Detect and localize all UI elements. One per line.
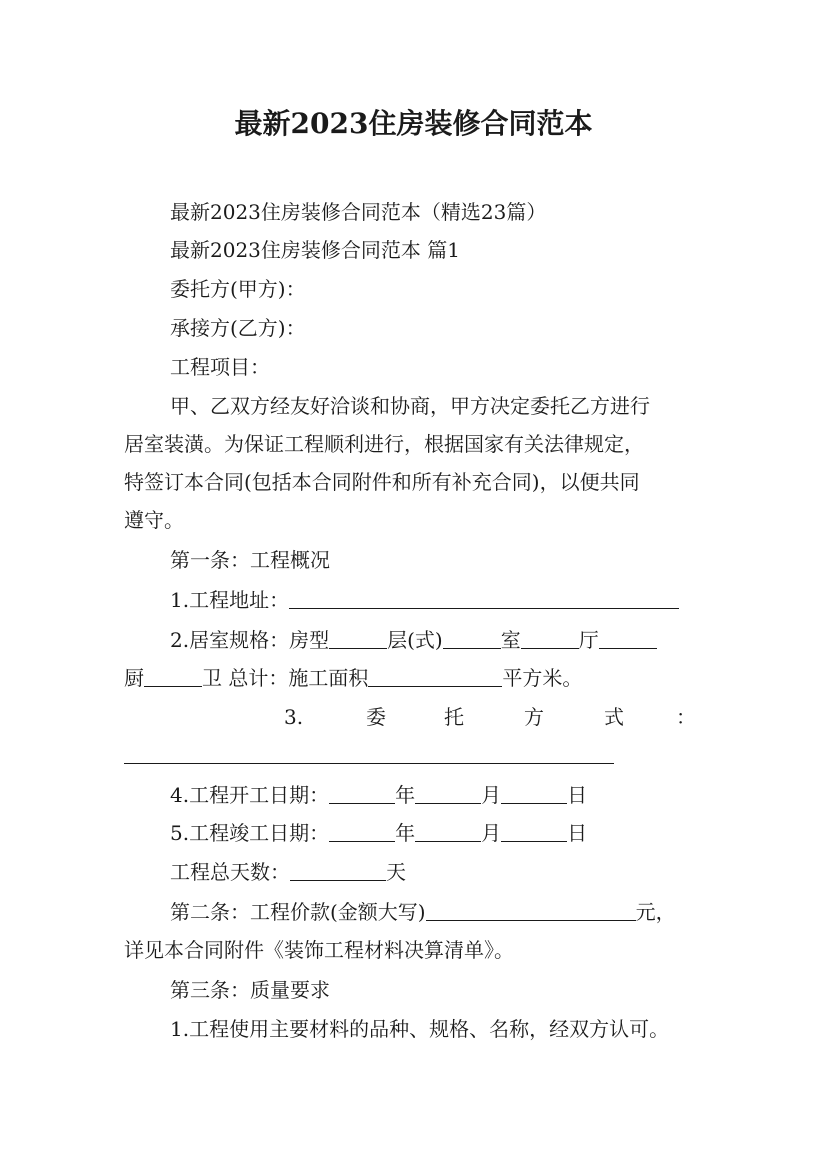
layout-blank[interactable] bbox=[329, 626, 387, 649]
area-unit: 平方米。 bbox=[502, 666, 583, 690]
year-label: 年 bbox=[395, 783, 416, 807]
end-month-blank[interactable] bbox=[415, 819, 481, 842]
start-month-blank[interactable] bbox=[415, 781, 481, 804]
spec-label: 2.居室规格：房型 bbox=[170, 628, 330, 652]
month-label: 月 bbox=[481, 821, 502, 845]
address-line bbox=[170, 586, 679, 614]
article-3-item-1: 1.工程使用主要材料的品种、规格、名称，经双方认可。 bbox=[170, 1017, 670, 1041]
hall-label: 厅 bbox=[578, 628, 599, 652]
intro-line: 遵守。 bbox=[124, 508, 184, 532]
method-char: 方 bbox=[524, 705, 544, 729]
page-title: 最新2023住房装修合同范本 bbox=[234, 107, 593, 140]
intro-line: 特签订本合同(包括本合同附件和所有补充合同)，以便共同 bbox=[124, 470, 640, 494]
spec-line bbox=[170, 626, 657, 654]
method-char: 委 bbox=[366, 705, 386, 729]
address-label: 1.工程地址： bbox=[170, 588, 290, 612]
kitchen-blank[interactable] bbox=[144, 664, 202, 687]
method-char: ： bbox=[676, 705, 696, 729]
end-day-blank[interactable] bbox=[501, 819, 567, 842]
hall-blank[interactable] bbox=[599, 626, 657, 649]
total-days-blank[interactable] bbox=[290, 858, 386, 881]
method-char: 式 bbox=[604, 705, 624, 729]
year-label: 年 bbox=[395, 821, 416, 845]
start-day-blank[interactable] bbox=[501, 781, 567, 804]
month-label: 月 bbox=[481, 783, 502, 807]
address-blank[interactable] bbox=[289, 586, 679, 609]
intro-line: 甲、乙双方经友好洽谈和协商，甲方决定委托乙方进行 bbox=[170, 394, 650, 418]
kitchen-label: 厨 bbox=[124, 666, 144, 690]
end-date-line bbox=[170, 819, 587, 847]
part-heading: 最新2023住房装修合同范本 篇1 bbox=[170, 238, 460, 262]
room-blank[interactable] bbox=[521, 626, 579, 649]
intro-line: 居室装潢。为保证工程顺利进行，根据国家有关法律规定， bbox=[124, 432, 644, 456]
amount-blank[interactable] bbox=[426, 898, 636, 921]
article-2-detail: 详见本合同附件《装饰工程材料决算清单》。 bbox=[124, 938, 514, 962]
method-char: 3. bbox=[284, 705, 304, 729]
end-year-blank[interactable] bbox=[329, 819, 395, 842]
days-unit: 天 bbox=[386, 860, 406, 884]
subtitle: 最新2023住房装修合同范本（精选23篇） bbox=[170, 200, 547, 224]
day-label: 日 bbox=[567, 821, 588, 845]
start-date-label: 4.工程开工日期： bbox=[170, 783, 330, 807]
method-blank[interactable] bbox=[124, 763, 614, 764]
start-date-line bbox=[170, 781, 587, 809]
start-year-blank[interactable] bbox=[329, 781, 395, 804]
project-label: 工程项目： bbox=[170, 355, 270, 379]
end-date-label: 5.工程竣工日期： bbox=[170, 821, 330, 845]
floor-blank[interactable] bbox=[443, 626, 501, 649]
article-2-line bbox=[170, 898, 676, 926]
total-days-line bbox=[170, 858, 406, 886]
area-blank[interactable] bbox=[368, 664, 502, 687]
spec-line-2 bbox=[124, 664, 582, 692]
article-3-heading: 第三条：质量要求 bbox=[170, 978, 330, 1002]
party-a-label: 委托方(甲方)： bbox=[170, 277, 306, 301]
article-1-heading: 第一条：工程概况 bbox=[170, 548, 330, 572]
day-label: 日 bbox=[567, 783, 588, 807]
room-label: 室 bbox=[500, 628, 521, 652]
bath-label: 卫 总计：施工面积 bbox=[202, 666, 369, 690]
party-b-label: 承接方(乙方)： bbox=[170, 316, 306, 340]
floor-label: 层(式) bbox=[387, 628, 443, 652]
article-2-label: 第二条：工程价款(金额大写) bbox=[170, 900, 426, 924]
total-days-label: 工程总天数： bbox=[170, 860, 290, 884]
method-char: 托 bbox=[444, 705, 464, 729]
amount-unit: 元， bbox=[635, 900, 676, 924]
